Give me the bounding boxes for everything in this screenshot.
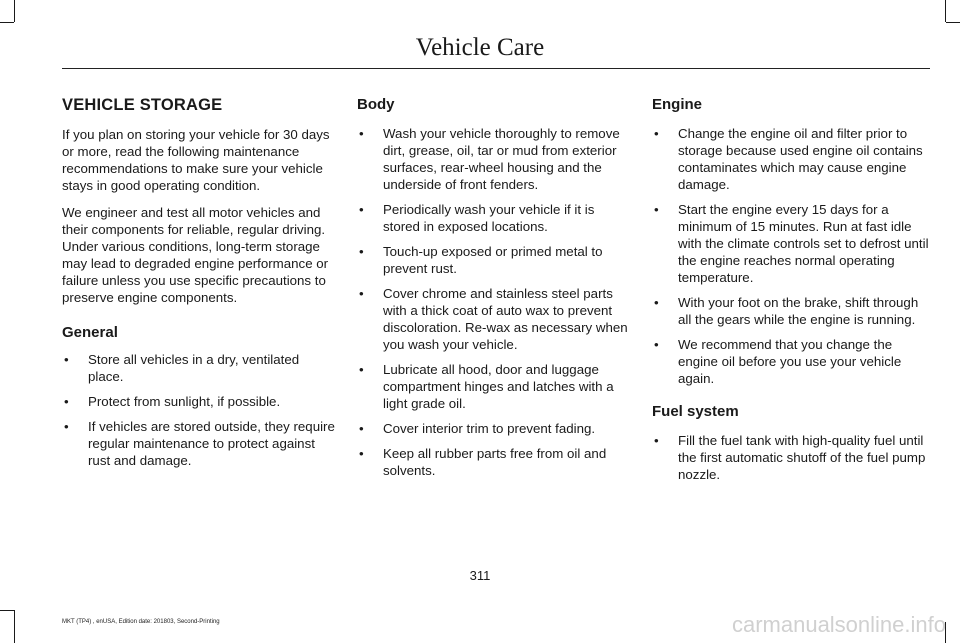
general-heading: General <box>62 324 118 341</box>
list-item <box>357 125 633 193</box>
list-item <box>357 285 633 353</box>
bullet-icon: • <box>654 337 659 352</box>
crop-mark <box>945 0 946 22</box>
list-item <box>357 420 633 437</box>
body-list <box>357 125 633 479</box>
list-item <box>652 125 930 193</box>
bullet-icon: • <box>654 126 659 141</box>
bullet-icon: • <box>359 446 364 461</box>
bullet-icon: • <box>359 421 364 436</box>
list-item-text: Cover interior trim to prevent fading. <box>383 421 596 436</box>
list-item-text: Keep all rubber parts free from oil and solvents. <box>383 446 607 478</box>
bullet-icon: • <box>654 433 659 448</box>
list-item <box>652 294 930 328</box>
engine-heading: Engine <box>652 96 703 113</box>
list-item <box>357 445 633 479</box>
list-item-text: Lubricate all hood, door and luggage compartment hinges and latches with a light grade oil. <box>383 362 614 411</box>
page-header-title: Vehicle Care <box>415 34 545 61</box>
edition-footer: MKT (TP4) , enUSA, Edition date: 201803, Second-Printing <box>62 619 220 625</box>
bullet-icon: • <box>359 244 364 259</box>
intro-paragraph: If you plan on storing your vehicle for 30 days or more, read the following maintenance recommendations to make sure your vehicle stays in good operating condition. <box>62 127 330 193</box>
bullet-icon: • <box>359 202 364 217</box>
general-list <box>62 351 336 469</box>
bullet-icon: • <box>64 352 69 367</box>
engineering-paragraph: We engineer and test all motor vehicles and their components for reliable, regular driving. Under various conditions, long-term storage may lead to degraded engine performance or failure unless you use specific precautions to preserve engine components. <box>62 205 329 305</box>
header-divider <box>62 68 930 69</box>
list-item-text: Wash your vehicle thoroughly to remove dirt, grease, oil, tar or mud from exterior surfaces, rear-wheel housing and the underside of front fenders. <box>383 126 620 192</box>
list-item-text: Cover chrome and stainless steel parts with a thick coat of auto wax to prevent discoloration. Re-wax as necessary when you wash your vehicle. <box>383 286 628 352</box>
list-item-text: Fill the fuel tank with high-quality fuel until the first automatic shutoff of the fuel pump nozzle. <box>678 433 926 482</box>
crop-mark <box>946 22 960 23</box>
page-number: 311 <box>469 568 491 583</box>
column-body <box>357 96 633 493</box>
list-item <box>357 243 633 277</box>
column-engine <box>652 96 930 497</box>
fuel-system-list <box>652 432 930 483</box>
bullet-icon: • <box>359 362 364 377</box>
watermark: carmanualsonline.info <box>731 612 946 637</box>
list-item <box>357 361 633 412</box>
engine-list <box>652 125 930 387</box>
column-vehicle-storage <box>62 96 336 483</box>
list-item-text: Periodically wash your vehicle if it is stored in exposed locations. <box>383 202 595 234</box>
list-item <box>62 393 336 410</box>
bullet-icon: • <box>654 202 659 217</box>
list-item-text: Start the engine every 15 days for a minimum of 15 minutes. Run at fast idle with the climate controls set to defrost until the engine reaches normal operating temperature. <box>678 202 929 285</box>
list-item <box>62 351 336 385</box>
list-item <box>62 418 336 469</box>
bullet-icon: • <box>359 126 364 141</box>
list-item-text: Change the engine oil and filter prior to storage because used engine oil contains contaminates which may cause engine damage. <box>678 126 923 192</box>
section-title: VEHICLE STORAGE <box>62 96 223 114</box>
bullet-icon: • <box>654 295 659 310</box>
list-item-text: If vehicles are stored outside, they require regular maintenance to protect against rust and damage. <box>88 419 335 468</box>
crop-mark <box>14 0 15 22</box>
list-item <box>652 432 930 483</box>
list-item <box>652 336 930 387</box>
list-item-text: We recommend that you change the engine oil before you use your vehicle again. <box>678 337 902 386</box>
crop-mark <box>14 610 15 643</box>
bullet-icon: • <box>359 286 364 301</box>
body-heading: Body <box>357 96 395 113</box>
list-item-text: Protect from sunlight, if possible. <box>88 394 281 409</box>
list-item <box>652 201 930 286</box>
bullet-icon: • <box>64 419 69 434</box>
list-item <box>357 201 633 235</box>
bullet-icon: • <box>64 394 69 409</box>
list-item-text: With your foot on the brake, shift through all the gears while the engine is running. <box>678 295 919 327</box>
crop-mark <box>0 610 14 611</box>
list-item-text: Store all vehicles in a dry, ventilated place. <box>88 352 300 384</box>
crop-mark <box>0 22 14 23</box>
list-item-text: Touch-up exposed or primed metal to prevent rust. <box>383 244 603 276</box>
fuel-system-heading: Fuel system <box>652 403 739 420</box>
